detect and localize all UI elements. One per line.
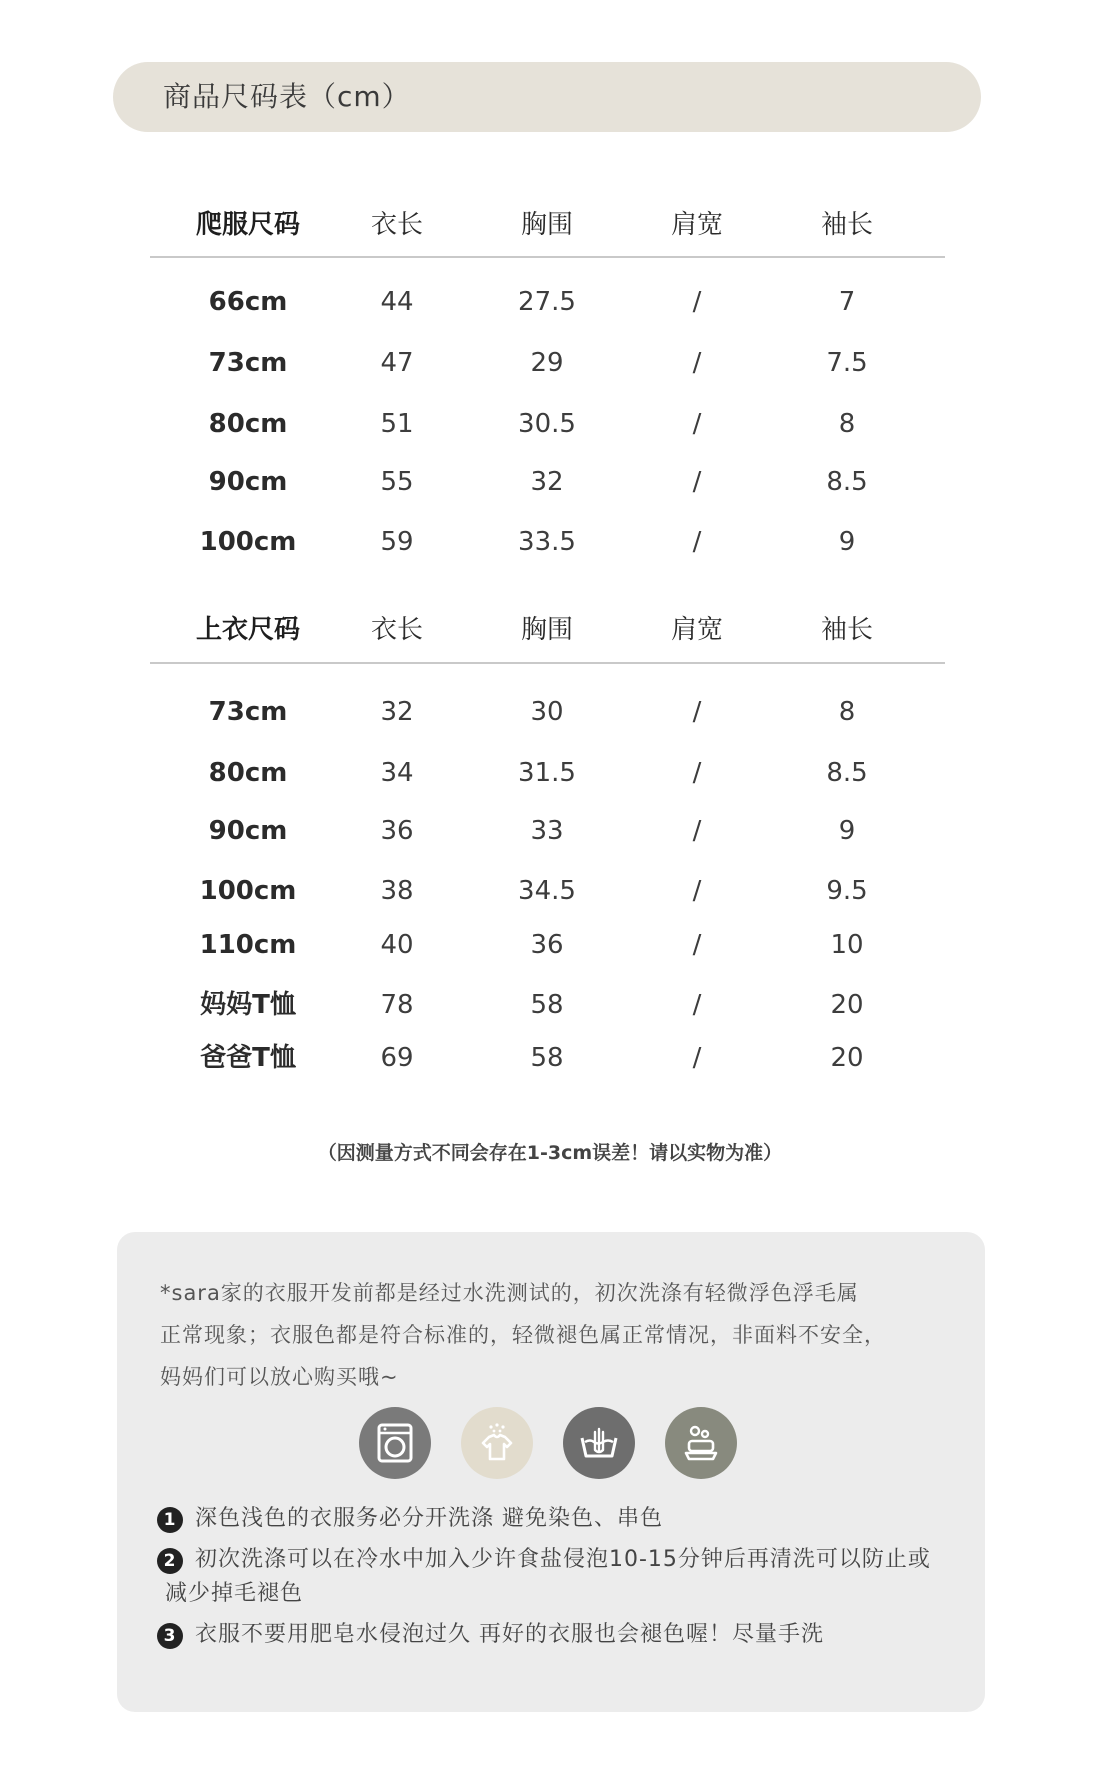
chest-cell: 58: [530, 1043, 564, 1073]
tip-text: 深色浅色的衣服务必分开洗涤 避免染色、串色: [195, 1506, 663, 1531]
shoulder-cell: /: [692, 816, 702, 846]
shoulder-cell: /: [692, 287, 702, 317]
sleeve-cell: 7.5: [826, 348, 868, 378]
size-cell: 90cm: [208, 467, 288, 497]
header-shoulder: 肩宽: [670, 210, 723, 240]
table-header: [150, 200, 945, 250]
shoulder-cell: /: [692, 876, 702, 906]
care-tip: [157, 1543, 967, 1611]
tip-text: 衣服不要用肥皂水侵泡过久 再好的衣服也会褪色喔！尽量手洗: [195, 1622, 824, 1647]
chest-cell: 58: [530, 990, 564, 1020]
sleeve-cell: 8: [838, 697, 856, 727]
shoulder-cell: /: [692, 930, 702, 960]
table-row: [150, 980, 945, 1030]
size-cell: 妈妈T恤: [200, 990, 296, 1020]
length-cell: 78: [380, 990, 414, 1020]
header-size: 上衣尺码: [195, 615, 300, 645]
chest-cell: 34.5: [518, 876, 576, 906]
care-tip: [157, 1502, 967, 1536]
sleeve-cell: 8: [838, 409, 856, 439]
table-divider: [150, 662, 945, 664]
table-row: [150, 866, 945, 916]
size-cell: 爸爸T恤: [200, 1043, 296, 1073]
shoulder-cell: /: [692, 467, 702, 497]
tip-text-continued: 减少掉毛褪色: [165, 1581, 304, 1606]
care-intro-line: *sara家的衣服开发前都是经过水洗测试的，初次洗涤有轻微浮色浮毛属: [160, 1281, 859, 1305]
shoulder-cell: /: [692, 758, 702, 788]
table-row: [150, 338, 945, 388]
tip-number-badge: 1: [157, 1507, 183, 1533]
tip-text: 初次洗涤可以在冷水中加入少许食盐侵泡10-15分钟后再清洗可以防止或: [195, 1547, 931, 1572]
care-tip: [157, 1618, 967, 1652]
care-intro: [160, 1272, 960, 1398]
shoulder-cell: /: [692, 348, 702, 378]
length-cell: 36: [380, 816, 414, 846]
table-divider: [150, 256, 945, 258]
table-row: [150, 517, 945, 567]
table-row: [150, 806, 945, 856]
length-cell: 34: [380, 758, 414, 788]
shoulder-cell: /: [692, 409, 702, 439]
header-length: 衣长: [370, 615, 423, 645]
size-cell: 100cm: [199, 527, 297, 557]
length-cell: 51: [380, 409, 414, 439]
length-cell: 44: [380, 287, 414, 317]
length-cell: 69: [380, 1043, 414, 1073]
washing-machine-icon: [359, 1407, 431, 1479]
size-cell: 73cm: [208, 348, 288, 378]
header-chest: 胸围: [520, 210, 573, 240]
chest-cell: 33: [530, 816, 564, 846]
sleeve-cell: 9: [838, 527, 856, 557]
table-row: [150, 277, 945, 327]
length-cell: 47: [380, 348, 414, 378]
size-cell: 100cm: [199, 876, 297, 906]
size-cell: 90cm: [208, 816, 288, 846]
chest-cell: 31.5: [518, 758, 576, 788]
chest-cell: 32: [530, 467, 564, 497]
size-cell: 110cm: [199, 930, 297, 960]
table-row: [150, 687, 945, 737]
table-header: [150, 605, 945, 655]
size-chart-title-bar: [113, 62, 981, 132]
shoulder-cell: /: [692, 990, 702, 1020]
care-icon-row: [117, 1407, 985, 1479]
chest-cell: 36: [530, 930, 564, 960]
page-title: 商品尺码表（cm）: [163, 80, 411, 113]
length-cell: 59: [380, 527, 414, 557]
chest-cell: 30: [530, 697, 564, 727]
table-row: [150, 748, 945, 798]
shoulder-cell: /: [692, 527, 702, 557]
table-row: [150, 1033, 945, 1083]
length-cell: 32: [380, 697, 414, 727]
sleeve-cell: 9.5: [826, 876, 868, 906]
length-cell: 40: [380, 930, 414, 960]
table-row: [150, 457, 945, 507]
care-intro-line: 正常现象；衣服色都是符合标准的，轻微褪色属正常情况，非面料不安全，: [160, 1323, 886, 1347]
size-cell: 66cm: [208, 287, 288, 317]
hand-wash-basin-icon: [563, 1407, 635, 1479]
chest-cell: 27.5: [518, 287, 576, 317]
measurement-note: （因测量方式不同会存在1-3cm误差！请以实物为准）: [317, 1142, 783, 1164]
sleeve-cell: 8.5: [826, 467, 868, 497]
chest-cell: 29: [530, 348, 564, 378]
soap-icon: [665, 1407, 737, 1479]
shoulder-cell: /: [692, 1043, 702, 1073]
header-sleeve: 袖长: [820, 210, 873, 240]
header-length: 衣长: [370, 210, 423, 240]
table-row: [150, 399, 945, 449]
sleeve-cell: 9: [838, 816, 856, 846]
header-shoulder: 肩宽: [670, 615, 723, 645]
header-chest: 胸围: [520, 615, 573, 645]
sleeve-cell: 8.5: [826, 758, 868, 788]
table-row: [150, 920, 945, 970]
shoulder-cell: /: [692, 697, 702, 727]
tip-number-badge: 3: [157, 1623, 183, 1649]
sleeve-cell: 10: [830, 930, 864, 960]
sleeve-cell: 20: [830, 1043, 864, 1073]
tip-number-badge: 2: [157, 1548, 183, 1574]
size-cell: 73cm: [208, 697, 288, 727]
chest-cell: 33.5: [518, 527, 576, 557]
length-cell: 38: [380, 876, 414, 906]
garment-icon: [461, 1407, 533, 1479]
care-intro-line: 妈妈们可以放心购买哦~: [160, 1365, 399, 1389]
care-tips-list: [157, 1502, 967, 1659]
size-cell: 80cm: [208, 409, 288, 439]
sleeve-cell: 7: [838, 287, 856, 317]
size-cell: 80cm: [208, 758, 288, 788]
sleeve-cell: 20: [830, 990, 864, 1020]
chest-cell: 30.5: [518, 409, 576, 439]
header-size: 爬服尺码: [195, 210, 300, 240]
header-sleeve: 袖长: [820, 615, 873, 645]
length-cell: 55: [380, 467, 414, 497]
care-instructions-panel: [117, 1232, 985, 1712]
